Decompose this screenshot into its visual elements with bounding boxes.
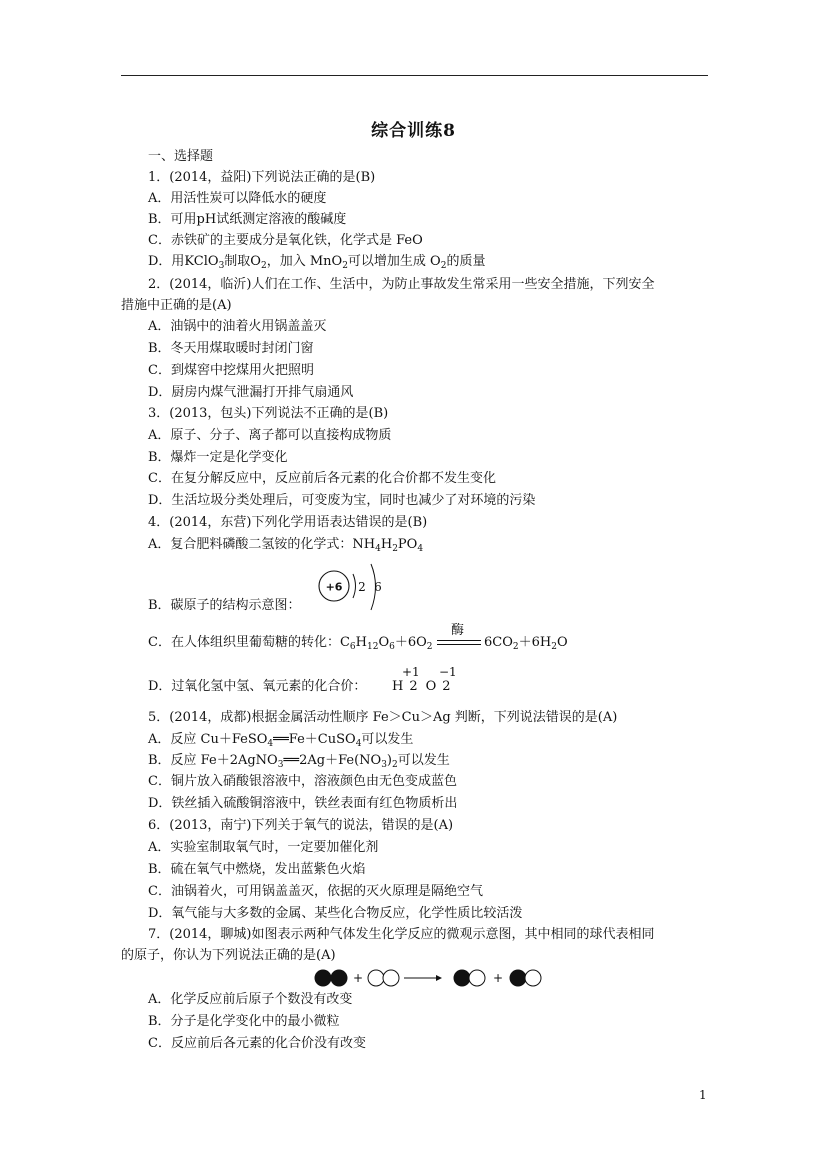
q5-option-d: D．铁丝插入硫酸铜溶液中，铁丝表面有红色物质析出 (148, 796, 458, 811)
q3-option-d: D．生活垃圾分类处理后，可变废为宝，同时也减少了对环境的污染 (148, 493, 536, 508)
section-heading: 一、选择题 (148, 149, 214, 164)
header-rule (121, 75, 708, 76)
electron-shell-arc-1 (353, 574, 356, 598)
q2-stem-line2: 措施中正确的是(A) (121, 298, 232, 313)
nucleus-charge-label: +6 (325, 580, 343, 594)
q3-stem: 3．(2013，包头)下列说法不正确的是(B) (148, 406, 389, 421)
reaction-condition-label: 酶 (451, 623, 465, 638)
q7-stem-line2: 的原子，你认为下列说法正确的是(A) (121, 948, 336, 963)
q2-option-a: A．油锅中的油着火用锅盖盖灭 (148, 319, 327, 334)
carbon-atom-structure-diagram (314, 562, 384, 614)
q1-option-b: B．可用pH试纸测定溶液的酸碱度 (148, 212, 347, 227)
black-atom (315, 970, 332, 987)
q2-stem-line1: 2．(2014，临沂)人们在工作、生活中，为防止事故发生常采用一些安全措施，下列安全 (148, 277, 655, 292)
q5-option-c: C．铜片放入硝酸银溶液中，溶液颜色由无色变成蓝色 (148, 774, 457, 789)
black-atom (331, 970, 348, 987)
shell-1-electrons: 2 (358, 580, 366, 594)
q4-stem: 4．(2014，东营)下列化学用语表达错误的是(B) (148, 515, 428, 530)
q6-option-c: C．油锅着火，可用锅盖盖灭，依据的灭火原理是隔绝空气 (148, 884, 483, 899)
q7-stem-line1: 7．(2014，聊城)如图表示两种气体发生化学反应的微观示意图，其中相同的球代表相同 (148, 927, 655, 942)
oxygen-valence-label: −1 (439, 665, 457, 679)
h2o2-formula: H 2 O 2 (392, 679, 451, 694)
q3-option-c: C．在复分解反应中，反应前后各元素的化合价都不发生变化 (148, 471, 496, 486)
q7-option-a: A．化学反应前后原子个数没有改变 (148, 992, 353, 1007)
black-atom (454, 970, 471, 987)
q4-option-c-products: $6CO_2+6H_2O$ (484, 635, 568, 652)
hydrogen-valence-label: +1 (402, 665, 420, 679)
q4-option-b: B．碳原子的结构示意图： (148, 598, 301, 613)
q5-stem: 5．(2014，成都)根据金属活动性顺序 Fe＞Cu＞Ag 判断，下列说法错误的是(A) (148, 710, 618, 725)
q6-option-a: A．实验室制取氧气时，一定要加催化剂 (148, 840, 379, 855)
white-atom (383, 970, 399, 986)
plus-sign: + (492, 971, 504, 985)
reaction-micro-diagram (312, 967, 548, 991)
q7-option-b: B．分子是化学变化中的最小微粒 (148, 1014, 340, 1029)
q7-option-c: C．反应前后各元素的化合价没有改变 (148, 1036, 366, 1051)
q6-stem: 6．(2013，南宁)下列关于氧气的说法，错误的是(A) (148, 818, 454, 833)
q2-option-c: C．到煤窖中挖煤用火把照明 (148, 363, 314, 378)
q5-option-b: B．反应 $Fe+2AgNO_3══2Ag+Fe(NO_3)_2$可以发生 (148, 753, 450, 770)
q2-option-d: D．厨房内煤气泄漏打开排气扇通风 (148, 385, 354, 400)
page-title: 综合训练8 (371, 121, 456, 141)
page-number: 1 (699, 1088, 707, 1102)
q6-option-d: D．氧气能与大多数的金属、某些化合物反应，化学性质比较活泼 (148, 906, 523, 921)
reaction-equals-sign (437, 639, 481, 647)
q5-option-a: A．反应 Cu＋FeSO$_4$══Fe＋CuSO$_4$可以发生 (148, 732, 414, 749)
reaction-arrow-head (436, 975, 442, 981)
q3-option-a: A．原子、分子、离子都可以直接构成物质 (148, 428, 392, 443)
q6-option-b: B．硫在氧气中燃烧，发出蓝紫色火焰 (148, 862, 366, 877)
q1-option-a: A．用活性炭可以降低水的硬度 (148, 191, 327, 206)
q1-option-d: D．用KClO$_3$制取$O_2$，加入 MnO$_2$可以增加生成 $O_2$的质量 (148, 254, 486, 271)
plus-sign: + (352, 971, 364, 985)
q4-option-a: A．复合肥料磷酸二氢铵的化学式：$NH_4H_2PO_4$ (148, 537, 424, 554)
q3-option-b: B．爆炸一定是化学变化 (148, 450, 288, 465)
q1-stem: 1．(2014，益阳)下列说法正确的是(B) (148, 170, 376, 185)
q1-option-c: C．赤铁矿的主要成分是氧化铁，化学式是 FeO (148, 233, 423, 248)
q2-option-b: B．冬天用煤取暖时封闭门窗 (148, 341, 314, 356)
shell-2-electrons: 6 (374, 580, 382, 594)
q4-option-d: D．过氧化氢中氢、氧元素的化合价： (148, 679, 367, 694)
black-atom (510, 970, 527, 987)
q4-option-c: C．在人体组织里葡萄糖的转化：$C_6H_{12}O_6+6O_2$ (148, 635, 433, 652)
white-atom (525, 970, 541, 986)
white-atom (469, 970, 485, 986)
white-atom (368, 970, 384, 986)
